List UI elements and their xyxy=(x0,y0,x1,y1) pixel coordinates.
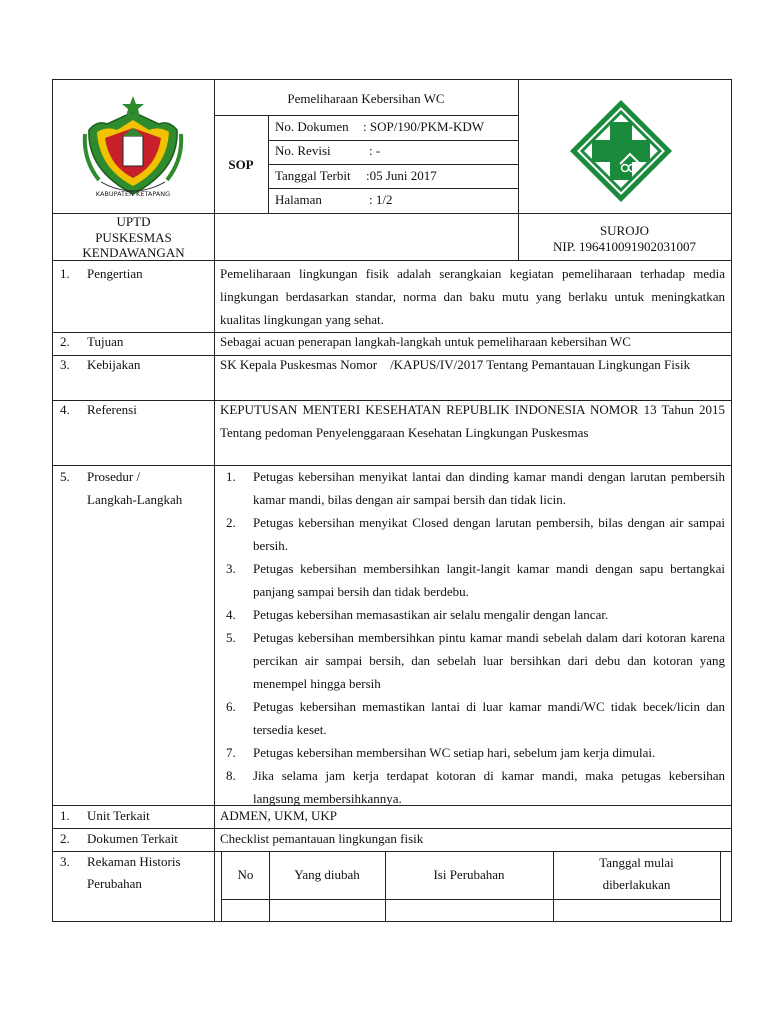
table-header-diberlakukan: diberlakukan xyxy=(602,877,671,892)
label-perubahan: Perubahan xyxy=(87,876,142,891)
procedure-step: 5. Petugas kebersihan membersihkan pintu kamar mandi sebelah dalam dari kotoran karena percikan air sampai bersih, dan sebelah luar bersihkan dari debu dan kotoran yang menempel hingga bersih xyxy=(226,630,725,691)
meta-no-dokumen-value: : SOP/190/PKM-KDW xyxy=(363,119,484,134)
title-underline xyxy=(214,115,518,116)
institution-line1: UPTD xyxy=(116,214,151,229)
text-tujuan: Sebagai acuan penerapan langkah-langkah untuk pemeliharaan kebersihan WC xyxy=(220,334,631,349)
label-prosedur: Prosedur / xyxy=(87,469,141,484)
text-unit-terkait: ADMEN, UKM, UKP xyxy=(220,808,338,823)
label-dokumen-terkait: Dokumen Terkait xyxy=(87,831,178,846)
meta-halaman-value: : 1/2 xyxy=(369,192,393,207)
procedure-step: 7. Petugas kebersihan membersihan WC setiap hari, sebelum jam kerja dimulai. xyxy=(226,745,656,760)
meta-no-dokumen-label: No. Dokumen xyxy=(275,119,349,134)
text-dokumen-terkait: Checklist pemantauan lingkungan fisik xyxy=(220,831,424,846)
document-title: Pemeliharaan Kebersihan WC xyxy=(287,91,445,106)
procedure-steps xyxy=(220,465,725,810)
table-header-isi-perubahan: Isi Perubahan xyxy=(433,867,505,882)
signer-nip: NIP. 196410091902031007 xyxy=(552,239,696,254)
table-header-no: No xyxy=(237,867,254,882)
label-tujuan: Tujuan xyxy=(87,334,124,349)
change-history-table xyxy=(221,851,721,922)
sop-label: SOP xyxy=(228,157,254,172)
body-column-divider xyxy=(214,260,215,922)
svg-text:KABUPATEN KETAPANG: KABUPATEN KETAPANG xyxy=(95,190,171,198)
institution-line2: PUSKESMAS xyxy=(95,230,172,245)
label-kebijakan: Kebijakan xyxy=(87,357,141,372)
meta-halaman-label: Halaman xyxy=(275,192,322,207)
signer-name: SUROJO xyxy=(599,223,650,238)
meta-no-revisi-label: No. Revisi xyxy=(275,143,331,158)
meta-tanggal-value: :05 Juni 2017 xyxy=(366,168,437,183)
procedure-step: 8. Jika selama jam kerja terdapat kotoran di kamar mandi, maka petugas kebersihan langsung membersihkannya. xyxy=(226,768,725,806)
procedure-step: 1. Petugas kebersihan menyikat lantai dan dinding kamar mandi dengan larutan pembersih kamar mandi, bilas dengan air sampai bersih dan tidak licin. xyxy=(226,469,725,507)
kabupaten-ketapang-emblem xyxy=(79,90,187,202)
text-kebijakan: SK Kepala Puskesmas Nomor /KAPUS/IV/2017 Tentang Pemantauan Lingkungan Fisik xyxy=(220,357,691,372)
label-referensi: Referensi xyxy=(87,402,137,417)
text-referensi: KEPUTUSAN MENTERI KESEHATAN REPUBLIK INDONESIA NOMOR 13 Tahun 2015 Tentang pedoman Penyelenggaraan Kesehatan Lingkungan Puskesmas xyxy=(220,402,725,440)
label-pengertian: Pengertian xyxy=(87,266,143,281)
label-unit-terkait: Unit Terkait xyxy=(87,808,150,823)
institution-line3: KENDAWANGAN xyxy=(82,245,185,260)
label-langkah: Langkah-Langkah xyxy=(87,492,183,507)
puskesmas-logo xyxy=(568,98,674,204)
procedure-step: 4. Petugas kebersihan memasastikan air selalu mengalir dengan lancar. xyxy=(226,607,609,622)
procedure-step: 3. Petugas kebersihan membersihkan langit-langit kamar mandi dengan sapu bertangkai panjang sampai bersih dan tidak berdebu. xyxy=(226,561,725,599)
procedure-step: 2. Petugas kebersihan menyikat Closed dengan larutan pembersih, bilas dengan air sampai bersih. xyxy=(226,515,725,553)
meta-no-revisi-value: : - xyxy=(369,143,381,158)
text-pengertian: Pemeliharaan lingkungan fisik adalah serangkaian kegiatan pemeliharaan terhadap media lingkungan berdasarkan standar, norma dan baku mutu yang berlaku untuk meningkatkan kualitas lingkungan yang sehat. xyxy=(220,266,725,327)
sop-document: KABUPATEN KETAPANG Pemeliharaan Kebersihan WC SOP No. Dokumen : SOP/190/PKM-KDW No. Revisi : - Tanggal Terbit :05 Juni 2017 Halaman : 1/2 UPTD PUSKESMAS KENDAWANGAN SUROJO NIP. 196410091902031007 1. Pengertian Pemeliharaan lingkungan fisik adalah serangkaian kegiatan pemeliharaan terhadap media lingkungan berdasarkan standar, norma dan baku mutu yang berlaku untuk meningkatkan kualitas lingkungan yang sehat. 2. Tujuan Sebagai acuan penerapan langkah-langkah untuk pemeliharaan kebersihan WC 3. Kebijakan SK Kepala Puskesmas Nomor /KAPUS/IV/2017 Tentang Pemantauan Lingkungan Fisik 4. Referensi KEPUTUSAN MENTERI KESEHATAN REPUBLIK INDONESIA NOMOR 13 Tahun 2015 Tentang pedoman Penyelenggaraan Kesehatan Lingkungan Puskesmas 5. Prosedur / Langkah-Langkah 1. Petugas kebersihan menyikat lantai dan dinding kamar mandi dengan larutan pembersih kamar mandi, bilas dengan air sampai bersih dan tidak licin. 2. Petugas kebersihan menyikat Closed dengan larutan pembersih, bilas dengan air sampai bersih. 3. Petugas kebersihan membersihkan langit-langit kamar mandi dengan sapu bertangkai panjang sampai bersih dan tidak berdebu. 4. Petugas kebersihan memasastikan air selalu mengalir dengan lancar. 5. Petugas kebersihan membersihkan pintu kamar mandi sebelah dalam dari kotoran karena percikan air sampai bersih, dan sebelah luar bersihkan dari debu dan kotoran yang menempel hingga bersih 6. Petugas kebersihan memastikan lantai di luar kamar mandi/WC tidak becek/licin dan tersedia keset. 7. Petugas kebersihan membersihan WC setiap hari, sebelum jam kerja dimulai. 8. Jika selama jam kerja terdapat kotoran di kamar mandi, maka petugas kebersihan langsung membersihkannya. 1. Unit Terkait ADMEN, UKM, UKP 2. Dokumen Terkait Checklist pemantauan lingkungan fisik 3. Rekaman Historis Perubahan No Yang diubah Isi Perubahan Tanggal mulai diberlakukan xyxy=(52,79,732,922)
procedure-step: 6. Petugas kebersihan memastikan lantai di luar kamar mandi/WC tidak becek/licin dan tersedia keset. xyxy=(226,699,725,737)
table-header-yang-diubah: Yang diubah xyxy=(294,867,360,882)
label-rekaman-historis: Rekaman Historis xyxy=(87,854,181,869)
meta-tanggal-label: Tanggal Terbit xyxy=(275,168,351,183)
table-header-tanggal: Tanggal mulai xyxy=(599,855,674,870)
